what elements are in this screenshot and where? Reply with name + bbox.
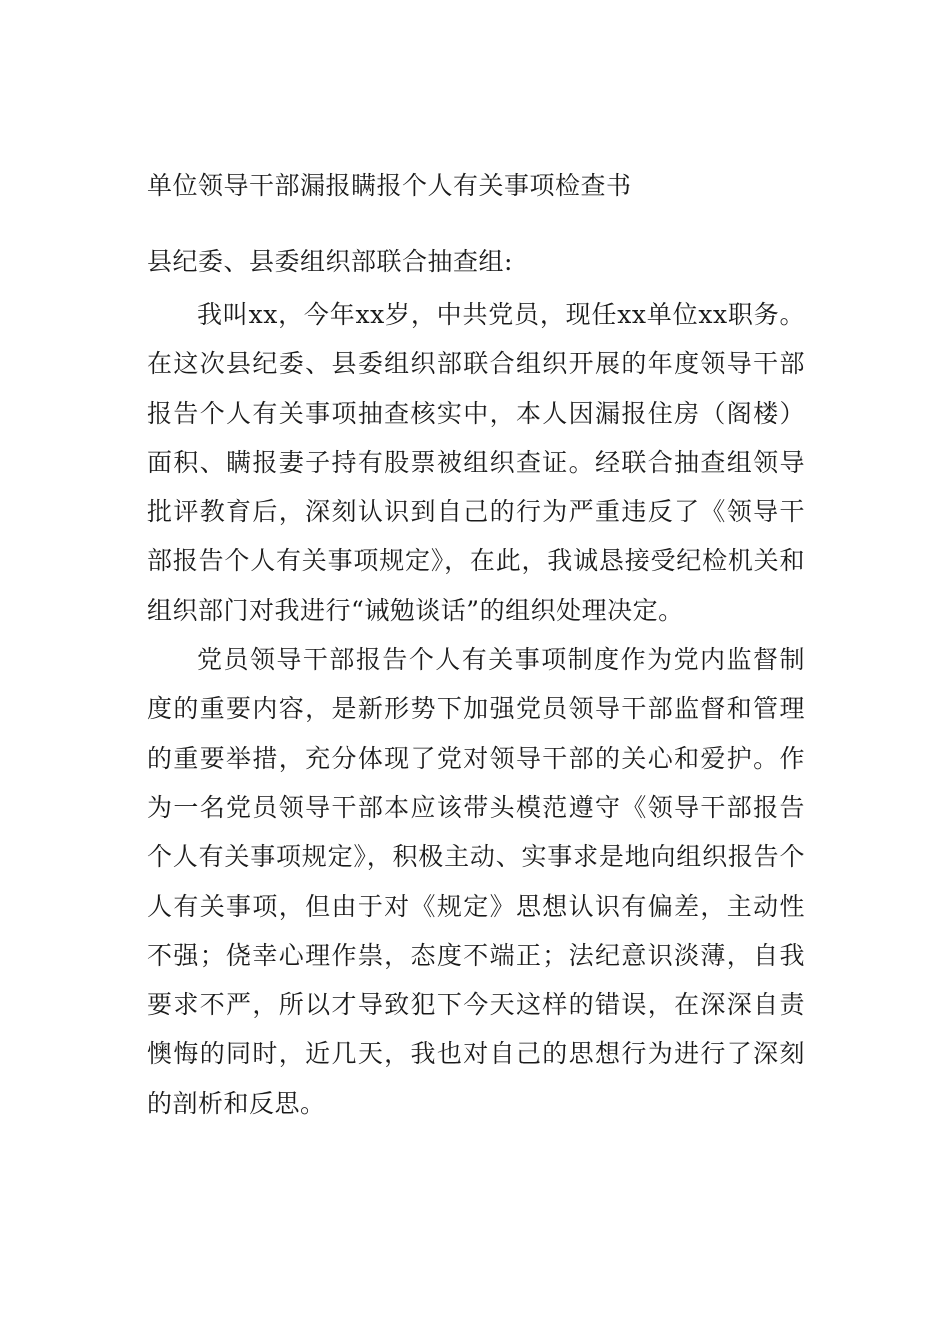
document-title: 单位领导干部漏报瞒报个人有关事项检查书 [147,171,632,200]
paragraph-2: 党员领导干部报告个人有关事项制度作为党内监督制度的重要内容，是新形势下加强党员领导干部监督和管理的重要举措，充分体现了党对领导干部的关心和爱护。作为一名党员领导干部本应该带头模范遵守《领导干部报告个人有关事项规定》，积极主动、实事求是地向组织报告个人有关事项，但由于对《规定》思想认识有偏差，主动性不强；侥幸心理作祟，态度不端正；法纪意识淡薄，自我要求不严，所以才导致犯下今天这样的错误，在深深自责懊悔的同时，近几天，我也对自己的思想行为进行了深刻的剖析和反思。 [147,645,805,1118]
paragraph-1: 我叫xx，今年xx岁，中共党员，现任xx单位xx职务。在这次县纪委、县委组织部联合组织开展的年度领导干部报告个人有关事项抽查核实中，本人因漏报住房（阁楼）面积、瞒报妻子持有股票被组织查证。经联合抽查组领导批评教育后，深刻认识到自己的行为严重违反了《领导干部报告个人有关事项规定》，在此，我诚恳接受纪检机关和组织部门对我进行“诫勉谈话”的组织处理决定。 [147,300,805,625]
salutation: 县纪委、县委组织部联合抽查组: [147,247,513,276]
document-body [147,290,805,1128]
